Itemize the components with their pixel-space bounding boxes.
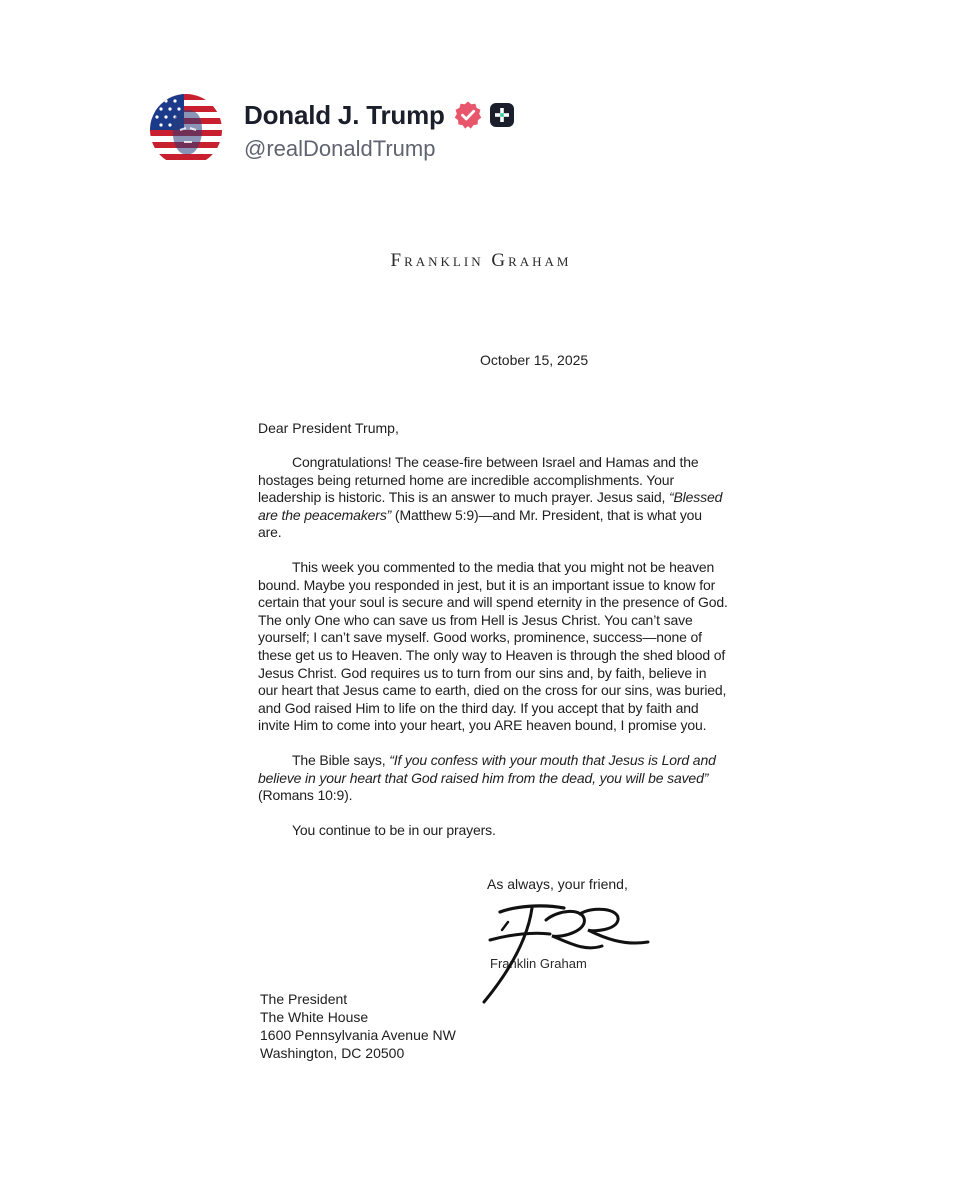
- author-identity: [244, 98, 514, 162]
- author-handle[interactable]: @realDonaldTrump: [244, 136, 436, 161]
- paragraph-text: (Romans 10:9).: [258, 787, 353, 804]
- letterhead: [184, 250, 778, 272]
- address-line: 1600 Pennsylvania Avenue NW: [260, 1027, 456, 1043]
- handwritten-signature: [472, 896, 652, 1006]
- scripture-quote: “Blessed are the peacemakers”: [258, 489, 723, 523]
- paragraph-text: (Matthew 5:9)—and Mr. President, that is what you are.: [258, 506, 702, 541]
- address-line: The President: [260, 991, 348, 1007]
- verified-badge-icon: [453, 100, 483, 130]
- post-header: [150, 94, 514, 166]
- signer-name: Franklin Graham: [490, 956, 587, 971]
- name-row: [244, 98, 514, 132]
- letter-paragraph: This week you commented to the media that you might not be heaven bound. Maybe you responded in jest, but it is an important issue to know for certain that your soul is secure and will spend eternity in the presence of God. The only One who can save us from Hell is Jesus Christ. You can’t save yourself; I can’t save myself. Good works, prominence, success—none of these get us to Heaven. The only way to Heaven is through the shed blood of Jesus Christ. God requires us to turn from our sins and, by faith, believe in our heart that Jesus came to earth, died on the cross for our sins, was buried, and God raised Him to life on the third day. If you accept that by faith and invite Him to come into your heart, you ARE heaven bound, I promise you.: [258, 558, 728, 734]
- letter-paragraph: [258, 752, 728, 805]
- plus-badge-icon: [490, 103, 514, 127]
- address-line: The White House: [260, 1009, 369, 1025]
- author-display-name[interactable]: Donald J. Trump: [244, 99, 445, 130]
- letter-image: [184, 214, 778, 1114]
- letter-paragraph: You continue to be in our prayers.: [292, 821, 496, 838]
- recipient-address: [260, 990, 456, 1062]
- address-line: Washington, DC 20500: [260, 1045, 405, 1061]
- avatar-flag-portrait: [150, 94, 222, 166]
- letter-closing: As always, your friend,: [487, 876, 628, 892]
- scripture-quote: “If you confess with your mouth that Jesus is Lord and believe in your heart that God raised him from the dead, you will be saved”: [258, 751, 716, 786]
- paragraph-text: The Bible says,: [292, 751, 390, 768]
- letterhead-text: Franklin Graham: [390, 250, 572, 271]
- letter-salutation: Dear President Trump,: [258, 420, 399, 436]
- letter-paragraph: [258, 454, 728, 542]
- avatar[interactable]: [150, 94, 222, 166]
- letter-body: [258, 454, 728, 856]
- paragraph-text: Congratulations! The cease-fire between Israel and Hamas and the hostages being returned home are incredible accomplishments. Your leadership is historic. This is an answer to much prayer. Jesus said,: [258, 454, 699, 506]
- letter-date: October 15, 2025: [480, 352, 589, 368]
